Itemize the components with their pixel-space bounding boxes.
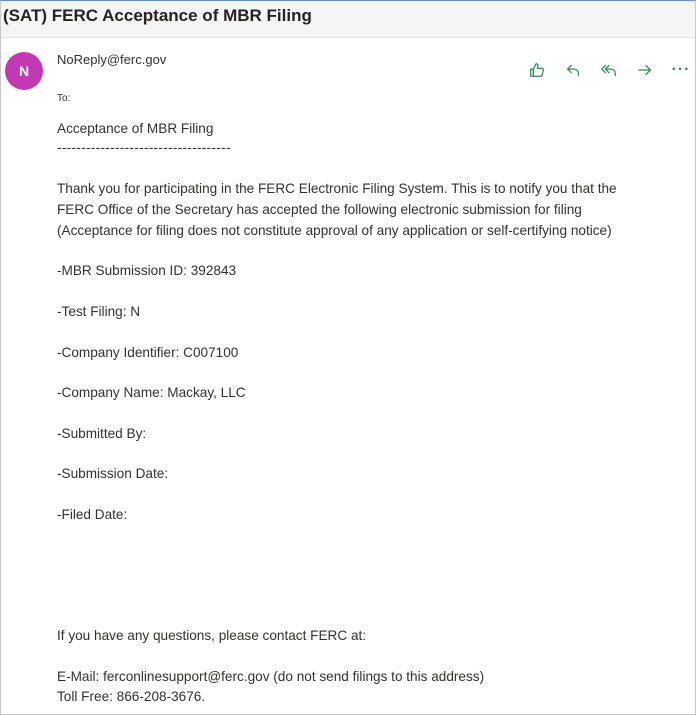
body-intro-line-1: Thank you for participating in the FERC Electronic Filing System. This is to notify you that the <box>57 181 617 196</box>
submission-date: -Submission Date: <box>57 466 169 481</box>
message-actions <box>519 59 696 81</box>
filed-date: -Filed Date: <box>57 507 128 522</box>
contact-email: E-Mail: ferconlinesupport@ferc.gov (do not send filings to this address) <box>57 669 485 684</box>
reply-icon <box>564 61 582 79</box>
submitted-by: -Submitted By: <box>57 426 147 441</box>
to-label: To: <box>57 93 71 104</box>
test-filing: -Test Filing: N <box>57 304 141 319</box>
email-subject: (SAT) FERC Acceptance of MBR Filing <box>3 6 312 25</box>
contact-intro: If you have any questions, please contact FERC at: <box>57 628 367 643</box>
reply-button[interactable] <box>555 59 591 81</box>
avatar-initial: N <box>18 63 30 79</box>
company-name: -Company Name: Mackay, LLC <box>57 385 246 400</box>
company-identifier: -Company Identifier: C007100 <box>57 345 239 360</box>
reply-all-icon <box>600 61 618 79</box>
body-separator: ------------------------------------ <box>57 140 231 155</box>
thumbs-up-icon <box>528 61 546 79</box>
like-button[interactable] <box>519 59 555 81</box>
body-intro-line-3: (Acceptance for filing does not constitute approval of any application or self-certifying notice) <box>57 223 612 238</box>
body-intro-line-2: FERC Office of the Secretary has accepted the following electronic submission for filing <box>57 202 582 217</box>
avatar[interactable] <box>5 52 43 90</box>
forward-button[interactable] <box>627 59 663 81</box>
more-icon: ··· <box>671 61 691 78</box>
body-heading: Acceptance of MBR Filing <box>57 121 214 136</box>
submission-id: -MBR Submission ID: 392843 <box>57 263 237 278</box>
sender-address[interactable]: NoReply@ferc.gov <box>57 52 167 67</box>
forward-icon <box>636 61 654 79</box>
contact-phone: Toll Free: 866-208-3676. <box>57 689 206 704</box>
more-actions-button[interactable] <box>663 59 696 81</box>
subject-bar <box>1 1 695 38</box>
reply-all-button[interactable] <box>591 59 627 81</box>
